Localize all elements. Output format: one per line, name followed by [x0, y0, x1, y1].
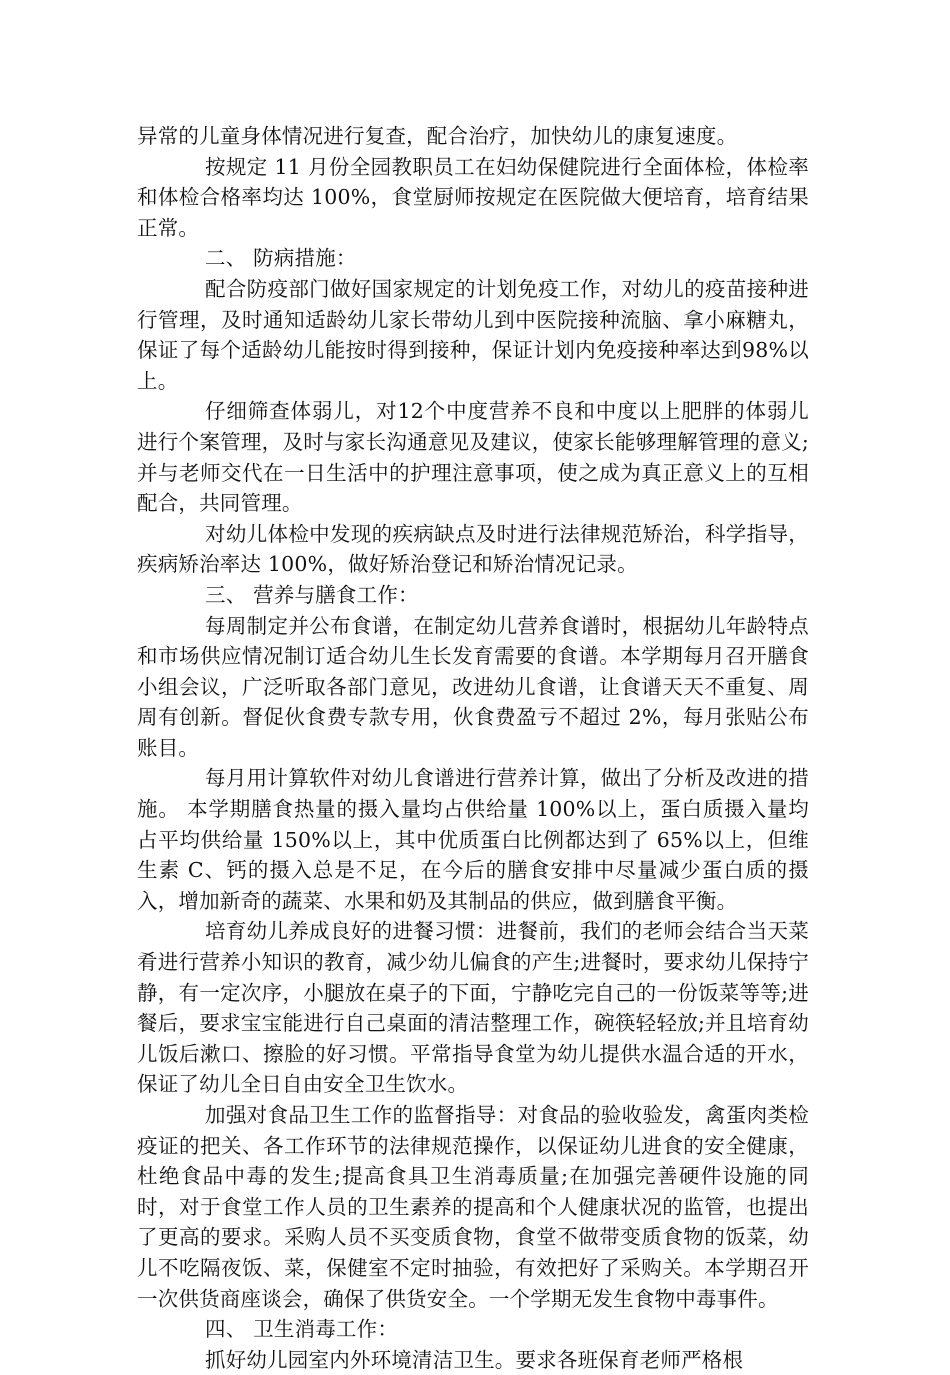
paragraph-environment-cleaning: 抓好幼儿园室内外环境清洁卫生。要求各班保育老师严格根 [205, 1347, 744, 1372]
paragraph-nutrition-calculation: 每月用计算软件对幼儿食谱进行营养计算，做出了分析及改进的措施。 本学期膳食热量的摄入量均占供给量 100%以上，蛋白质摄入量均占平均供给量 150%以上，其中优质蛋白比例都达到了 65%以上，但维生素 C、钙的摄入总是不足，在今后的膳食安排中尽量减少蛋白质的摄入，增加新奇的蔬菜、水果和奶及其制品的供应，做到膳食平衡。 [137, 766, 809, 913]
document-body [137, 121, 809, 1375]
section-heading-nutrition: 三、 营养与膳食工作： [205, 582, 419, 607]
paragraph-staff-checkup: 按规定 11 月份全园教职员工在妇幼保健院进行全面体检，体检率和体检合格率均达 100%，食堂厨师按规定在医院做大便培育，培育结果正常。 [137, 154, 809, 240]
paragraph-food-hygiene: 加强对食品卫生工作的监督指导：对食品的验收验发，禽蛋肉类检疫证的把关、各工作环节的法律规范操作，以保证幼儿进食的安全健康，杜绝食品中毒的发生;提高食具卫生消毒质量;在加强完善硬件设施的同时，对于食堂工作人员的卫生素养的提高和个人健康状况的监管，也提出了更高的要求。采购人员不买变质食物，食堂不做带变质食物的饭菜，幼儿不吃隔夜饭、菜，保健室不定时抽验，有效把好了采购关。本学期召开一次供货商座谈会，确保了供货安全。一个学期无发生食物中毒事件。 [137, 1103, 809, 1311]
paragraph-immunization: 配合防疫部门做好国家规定的计划免疫工作，对幼儿的疫苗接种进行管理，及时通知适龄幼儿家长带幼儿到中医院接种流脑、拿小麻糖丸，保证了每个适龄幼儿能按时得到接种，保证计划内免疫接种率达到98%以上。 [137, 276, 809, 393]
paragraph-weak-children: 仔细筛查体弱儿，对12个中度营养不良和中度以上肥胖的体弱儿进行个案管理，及时与家长沟通意见及建议，使家长能够理解管理的意义;并与老师交代在一日生活中的护理注意事项，使之成为真正意义上的互相配合，共同管理。 [137, 399, 809, 516]
paragraph-eating-habits: 培育幼儿养成良好的进餐习惯：进餐前，我们的老师会结合当天菜肴进行营养小知识的教育，减少幼儿偏食的产生;进餐时，要求幼儿保持宁静，有一定次序，小腿放在桌子的下面，宁静吃完自己的一份饭菜等等;进餐后，要求宝宝能进行自己桌面的清洁整理工作，碗筷轻轻放;并且培育幼儿饭后漱口、擦脸的好习惯。平常指导食堂为幼儿提供水温合适的开水，保证了幼儿全日自由安全卫生饮水。 [137, 919, 809, 1097]
section-heading-sanitation: 四、 卫生消毒工作： [205, 1317, 399, 1342]
paragraph-weekly-menu: 每周制定并公布食谱，在制定幼儿营养食谱时，根据幼儿年龄特点和市场供应情况制订适合幼儿生长发育需要的食谱。本学期每月召开膳食小组会议，广泛听取各部门意见，改进幼儿食谱，让食谱天天不重复、周周有创新。督促伙食费专款专用，伙食费盈亏不超过 2%，每月张贴公布账目。 [137, 613, 809, 760]
paragraph-disease-correction: 对幼儿体检中发现的疾病缺点及时进行法律规范矫治，科学指导，疾病矫治率达 100%，做好矫治登记和矫治情况记录。 [137, 521, 809, 577]
section-heading-disease-prevention: 二、 防病措施： [205, 246, 357, 271]
paragraph-continuation: 异常的儿童身体情况进行复查，配合治疗，加快幼儿的康复速度。 [137, 124, 738, 148]
